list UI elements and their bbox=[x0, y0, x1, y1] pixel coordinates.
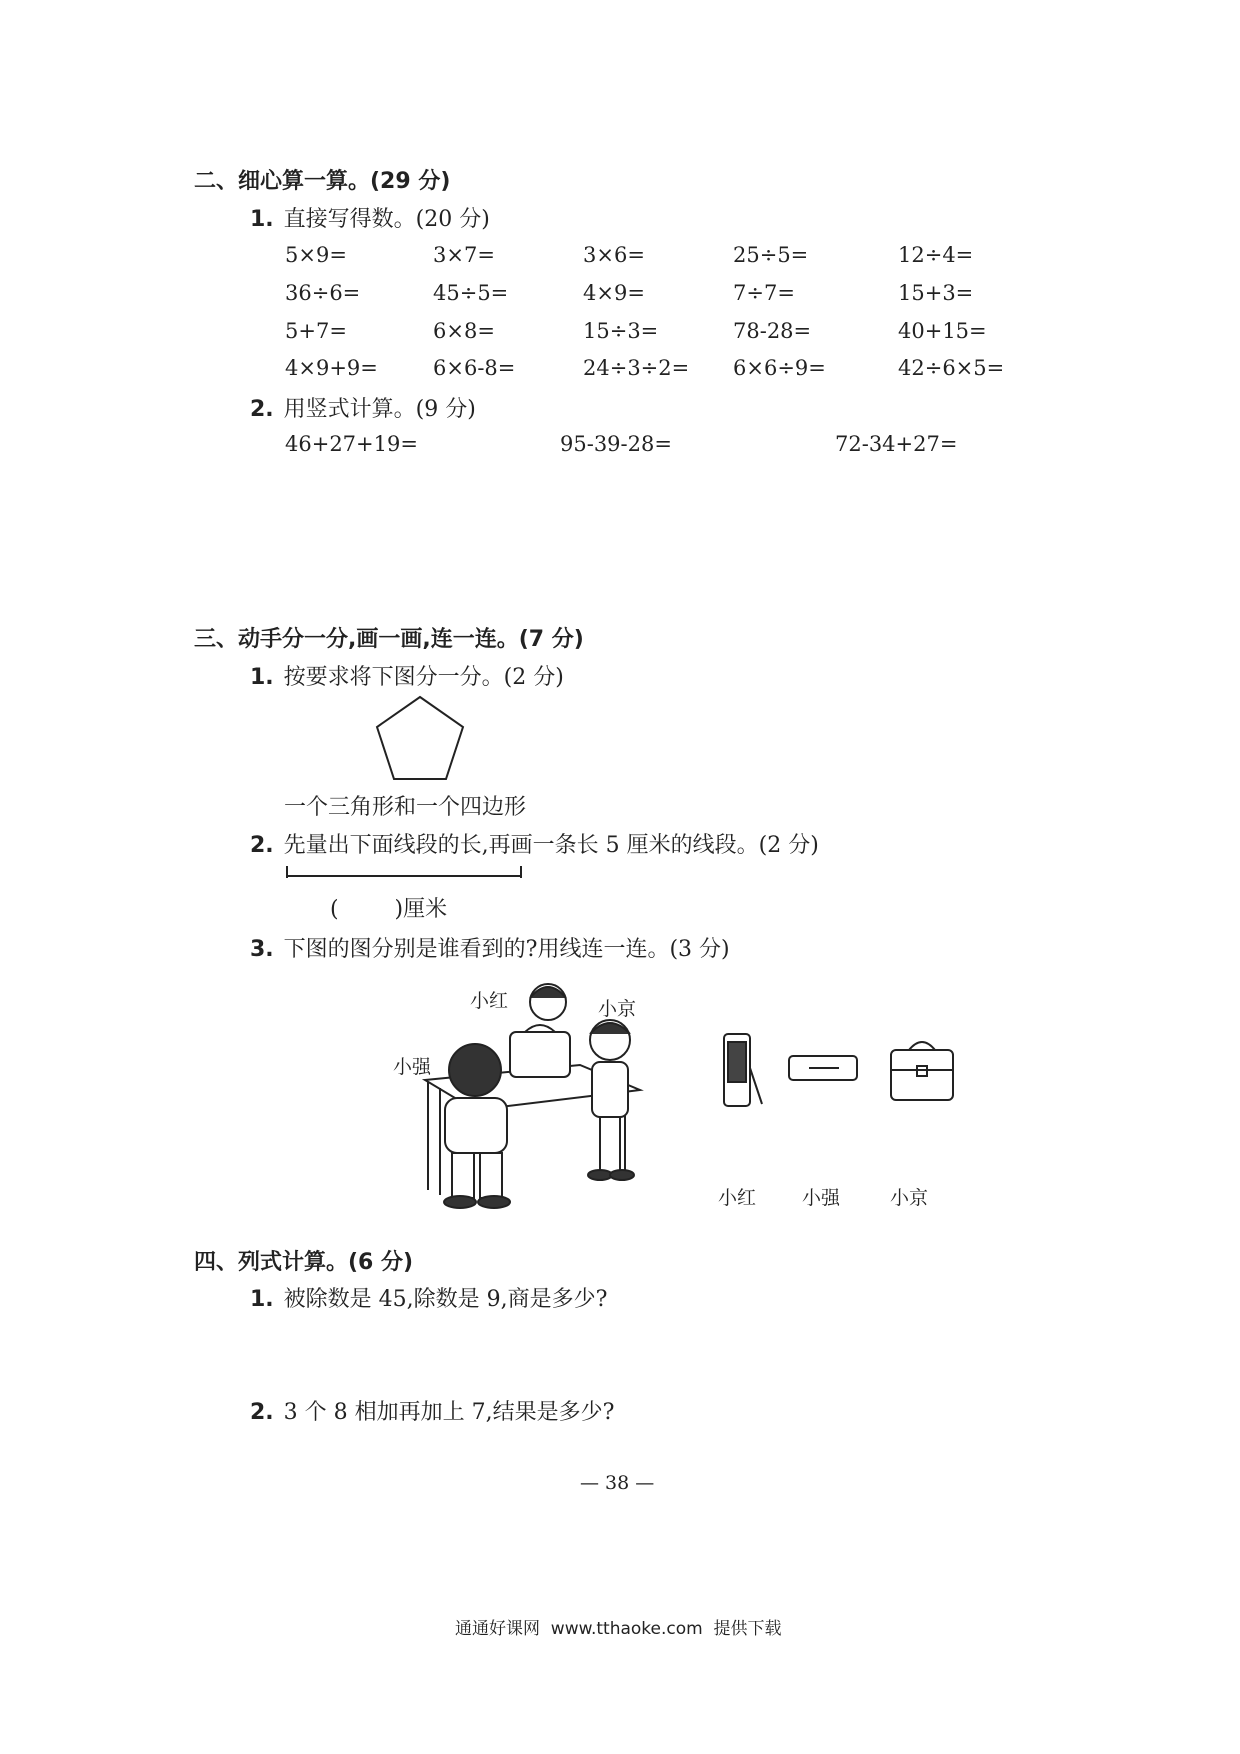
question-text: 下图的图分别是谁看到的?用线连一连。(3 分) bbox=[283, 937, 730, 962]
math-item: 5×9= bbox=[285, 243, 347, 267]
measure-segment bbox=[285, 862, 525, 882]
question-3-2 bbox=[250, 828, 819, 859]
vertical-calc-item: 46+27+19= bbox=[285, 432, 418, 456]
view-label: 小京 bbox=[890, 1187, 929, 1209]
math-item: 5+7= bbox=[285, 319, 347, 343]
math-item: 4×9= bbox=[583, 281, 645, 305]
question-number: 1. bbox=[250, 1287, 274, 1312]
vertical-calc-item: 72-34+27= bbox=[835, 432, 958, 456]
view-label: 小强 bbox=[802, 1187, 841, 1209]
math-item: 42÷6×5= bbox=[898, 356, 1005, 380]
question-number: 2. bbox=[250, 1400, 274, 1425]
math-item: 3×6= bbox=[583, 243, 645, 267]
question-4-2 bbox=[250, 1395, 614, 1426]
section-2-title: 二、细心算一算。(29 分) bbox=[194, 169, 451, 194]
question-2-2 bbox=[250, 392, 476, 423]
math-item: 24÷3÷2= bbox=[583, 356, 690, 380]
math-item: 25÷5= bbox=[733, 243, 809, 267]
question-number: 3. bbox=[250, 937, 274, 962]
math-item: 4×9+9= bbox=[285, 356, 378, 380]
question-text: 3 个 8 相加再加上 7,结果是多少? bbox=[283, 1400, 615, 1425]
segment-answer-blank: ( )厘米 bbox=[330, 897, 448, 922]
question-2-1 bbox=[250, 202, 490, 233]
bag-side-view bbox=[718, 1028, 768, 1112]
pentagon-figure bbox=[370, 693, 470, 789]
footer-watermark: 通通好课网 www.tthaoke.com 提供下载 bbox=[455, 1619, 782, 1639]
math-item: 6×6-8= bbox=[433, 356, 516, 380]
bag-top-view bbox=[785, 1050, 861, 1086]
math-item: 78-28= bbox=[733, 319, 812, 343]
vertical-calc-item: 95-39-28= bbox=[560, 432, 672, 456]
question-number: 2. bbox=[250, 397, 274, 422]
question-number: 1. bbox=[250, 665, 274, 690]
question-text: 直接写得数。(20 分) bbox=[283, 207, 490, 232]
math-item: 15+3= bbox=[898, 281, 974, 305]
question-3-1 bbox=[250, 660, 564, 691]
math-item: 12÷4= bbox=[898, 243, 974, 267]
label-xiaohong: 小红 bbox=[470, 990, 509, 1012]
bag-front-view bbox=[885, 1030, 961, 1106]
pentagon-caption: 一个三角形和一个四边形 bbox=[284, 795, 527, 820]
question-4-1 bbox=[250, 1282, 607, 1313]
question-text: 用竖式计算。(9 分) bbox=[283, 397, 476, 422]
math-item: 15÷3= bbox=[583, 319, 659, 343]
math-item: 6×6÷9= bbox=[733, 356, 826, 380]
view-label: 小红 bbox=[718, 1187, 757, 1209]
section-4-title: 四、列式计算。(6 分) bbox=[194, 1250, 414, 1275]
math-item: 7÷7= bbox=[733, 281, 795, 305]
label-xiaoqiang: 小强 bbox=[393, 1056, 432, 1078]
question-number: 2. bbox=[250, 833, 274, 858]
section-3-title: 三、动手分一分,画一画,连一连。(7 分) bbox=[194, 627, 584, 652]
page-number: — 38 — bbox=[580, 1472, 655, 1494]
label-xiaojing: 小京 bbox=[598, 998, 637, 1020]
math-item: 45÷5= bbox=[433, 281, 509, 305]
question-text: 被除数是 45,除数是 9,商是多少? bbox=[283, 1287, 608, 1312]
question-text: 按要求将下图分一分。(2 分) bbox=[283, 665, 564, 690]
math-item: 3×7= bbox=[433, 243, 495, 267]
question-text: 先量出下面线段的长,再画一条长 5 厘米的线段。(2 分) bbox=[283, 833, 819, 858]
math-item: 40+15= bbox=[898, 319, 987, 343]
question-3-3 bbox=[250, 932, 730, 963]
math-item: 6×8= bbox=[433, 319, 495, 343]
math-item: 36÷6= bbox=[285, 281, 361, 305]
question-number: 1. bbox=[250, 207, 274, 232]
